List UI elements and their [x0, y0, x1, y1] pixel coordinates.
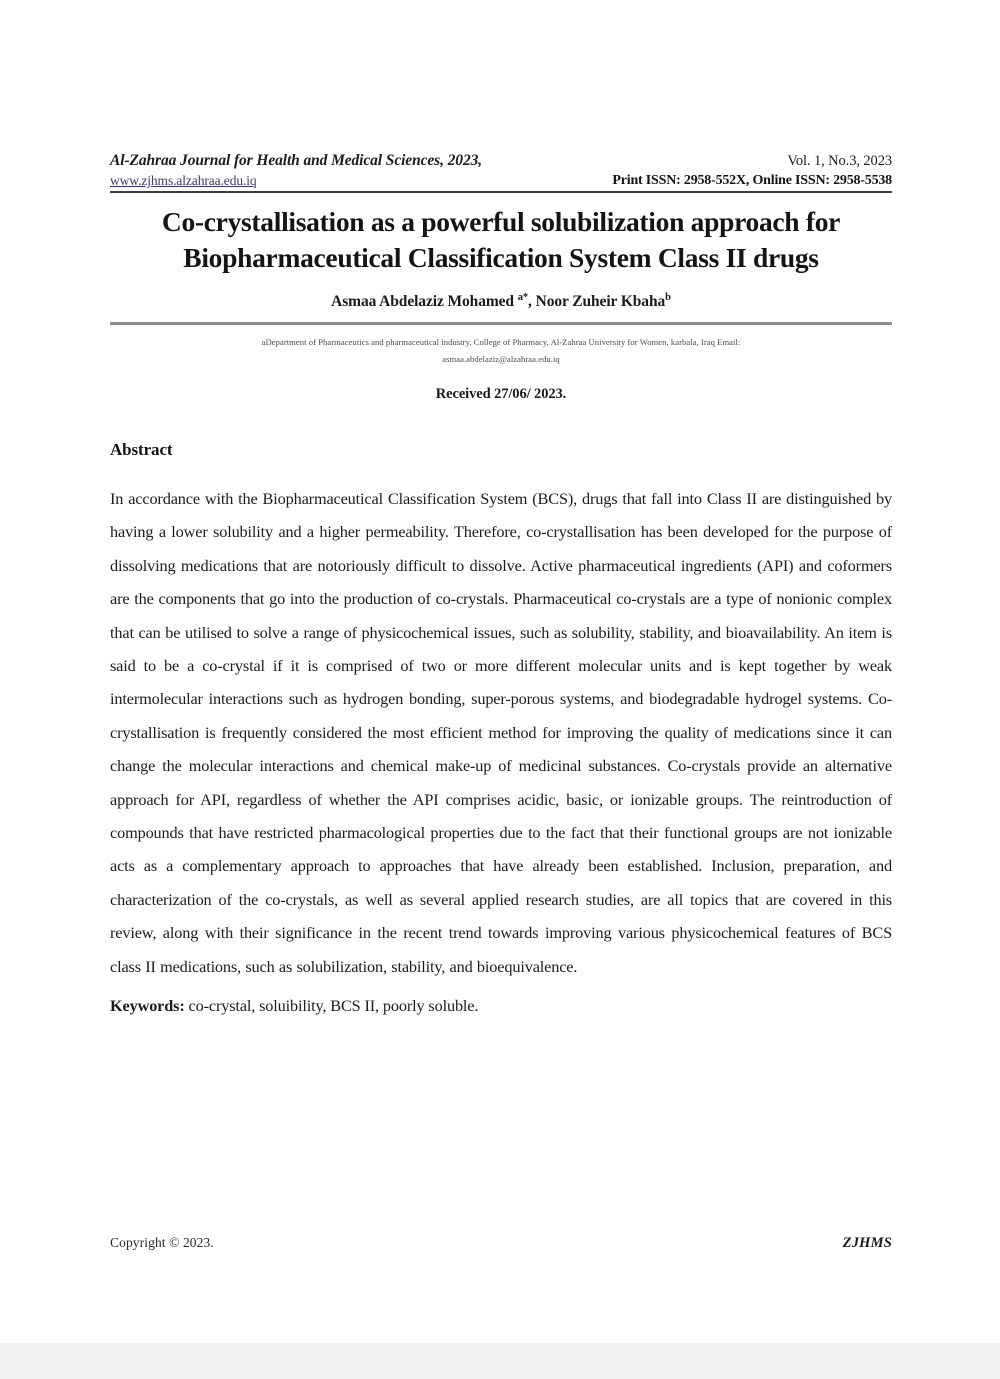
- keywords-label: Keywords:: [110, 996, 185, 1016]
- author-separator: ,: [528, 292, 536, 310]
- author-list: [110, 292, 892, 311]
- page-content: [110, 152, 892, 1022]
- article-title-line-1: Co-crystallisation as a powerful solubilization approach for: [161, 206, 841, 237]
- received-date: Received 27/06/ 2023.: [435, 385, 567, 402]
- keywords-line: [110, 989, 892, 1022]
- affiliation-block: [110, 334, 892, 369]
- abstract-text: In accordance with the Biopharmaceutical Classification System (BCS), drugs that fall into Class II are distinguished by having a lower solubility and a higher permeability. Therefore, co-crystallisation has been developed for the purpose of dissolving medications that are notoriously difficult to dissolve. Active pharmaceutical ingredients (API) and coformers are the components that go into the production of co-crystals. Pharmaceutical co-crystals are a type of nonionic complex that can be utilised to solve a range of physicochemical issues, such as solubility, stability, and bioavailability. An item is said to be a co-crystal if it is comprised of two or more different molecular units and is kept together by weak intermolecular interactions such as hydrogen bonding, super-porous systems, and biodegradable hydrogel systems. Co-crystallisation is frequently considered the most efficient method for improving the quality of medications since it can change the molecular interactions and chemical make-up of medicinal substances. Co-crystals provide an alternative approach for API, regardless of whether the API comprises acidic, basic, or ionizable groups. The reintroduction of compounds that have restricted pharmacological properties due to the fact that their functional groups are not ionizable acts as a complementary approach to approaches that have already been established. Inclusion, preparation, and characterization of the co-crystals, as well as several applied research studies, are all topics that are covered in this review, along with their significance in the recent trend towards improving various physicochemical features of BCS class II medications, such as solubilization, stability, and bioequivalence.: [110, 488, 892, 976]
- abstract-heading: Abstract: [110, 439, 173, 459]
- masthead-left: [110, 152, 482, 189]
- journal-name: Al-Zahraa Journal for Health and Medical Sciences, 2023,: [110, 152, 483, 169]
- author-divider: [110, 322, 892, 325]
- journal-abbreviation-mark: ZJHMS: [842, 1235, 892, 1251]
- journal-masthead: [110, 152, 892, 193]
- author-affiliation-marker-2: b: [665, 291, 671, 303]
- masthead-right: [612, 152, 892, 189]
- journal-url-link[interactable]: www.zjhms.alzahraa.edu.iq: [110, 173, 257, 188]
- author-name-2: Noor Zuheir Kbaha: [535, 292, 666, 310]
- issn-line: Print ISSN: 2958-552X, Online ISSN: 2958-5538: [612, 173, 892, 188]
- keywords-value: co-crystal, soluibility, BCS II, poorly soluble.: [184, 996, 479, 1016]
- page-edge-band: [0, 1343, 1000, 1379]
- masthead-row: [110, 152, 892, 189]
- corresponding-author-email[interactable]: asmaa.abdelaziz@alzahraa.edu.iq: [442, 354, 560, 365]
- author-affiliation-marker-1: a*: [517, 291, 529, 303]
- volume-issue-year: Vol. 1, No.3, 2023: [787, 153, 892, 169]
- copyright-notice: Copyright © 2023.: [110, 1235, 214, 1250]
- affiliation-line: aDepartment of Pharmaceutics and pharmaceutical industry, College of Pharmacy, Al-Zahraa University for Women, karbala, Iraq Email:: [261, 336, 741, 347]
- article-title: [110, 204, 892, 277]
- page-footer: [110, 1235, 892, 1252]
- author-name-1: Asmaa Abdelaziz Mohamed: [331, 292, 518, 310]
- header-divider: [110, 191, 892, 193]
- article-title-line-2: Biopharmaceutical Classification System Class II drugs: [183, 242, 819, 274]
